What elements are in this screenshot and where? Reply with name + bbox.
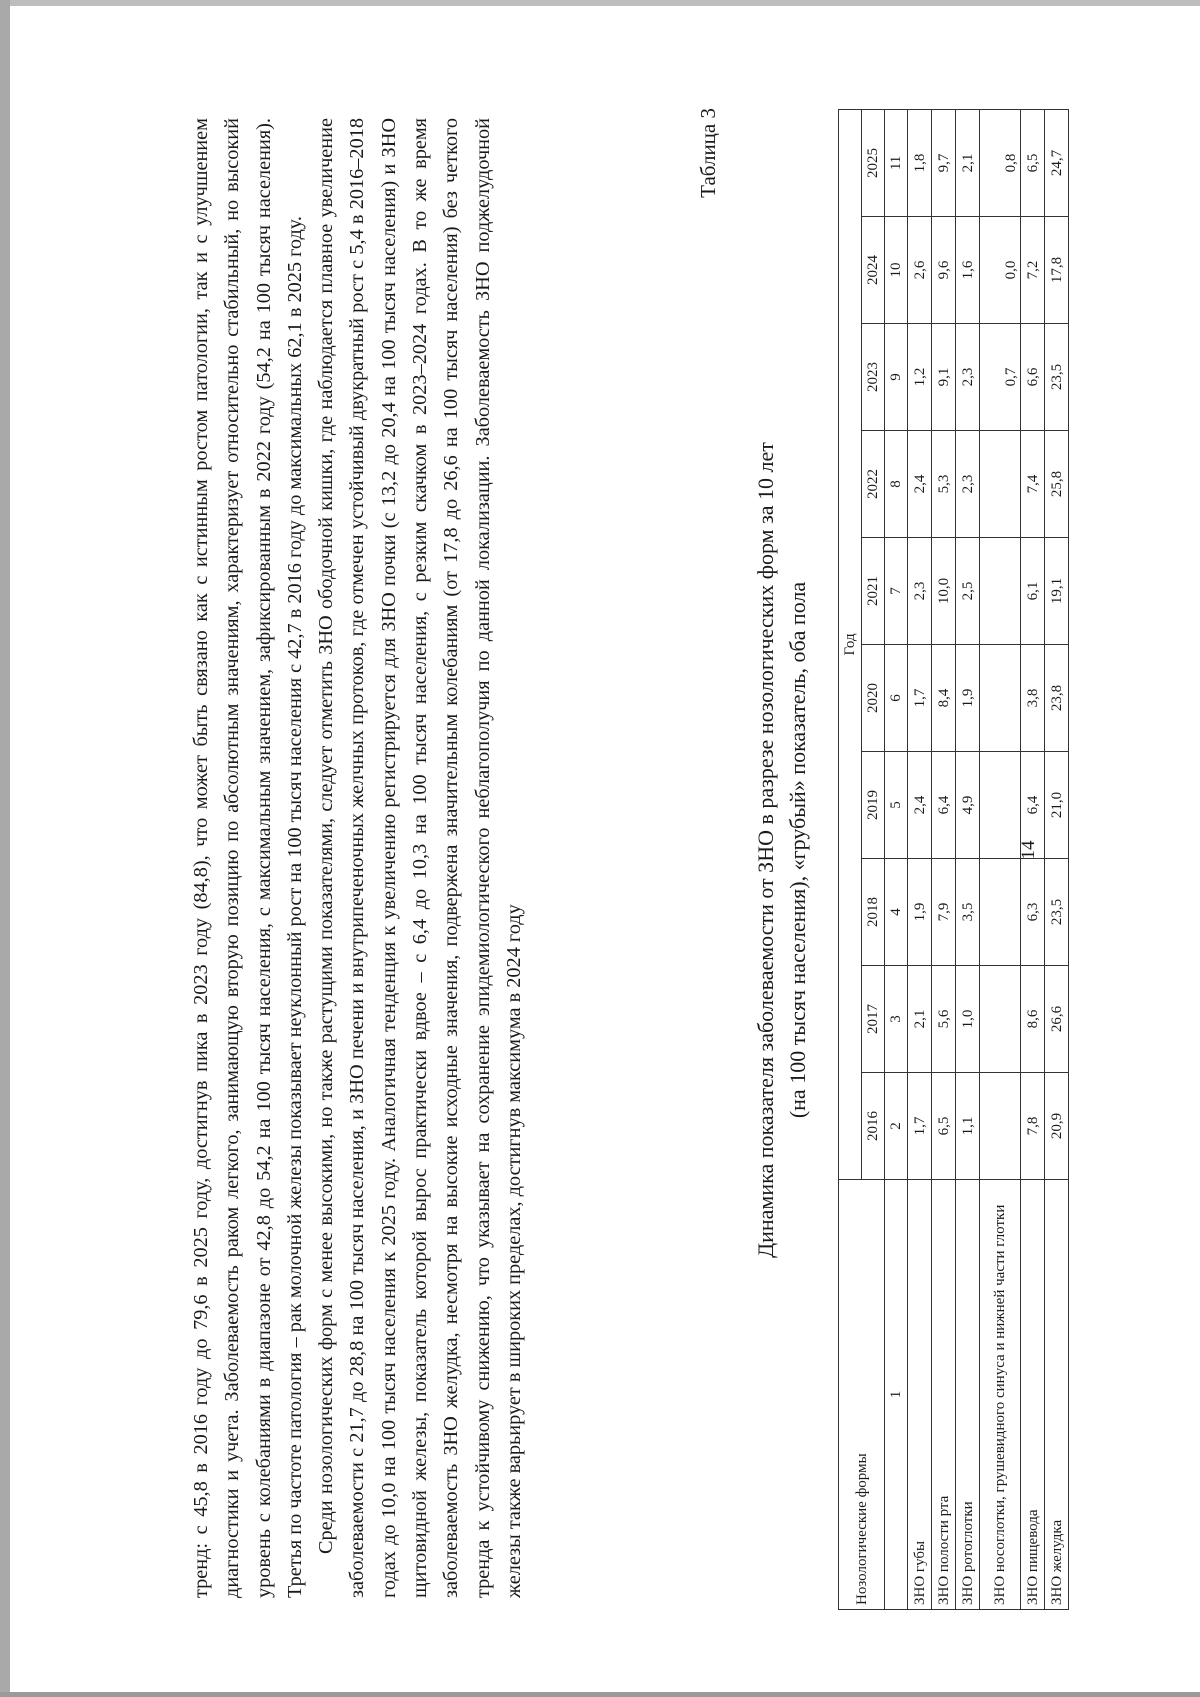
value-cell: 5,6	[932, 966, 956, 1073]
value-cell: 6,3	[1021, 859, 1045, 966]
value-cell: 23,5	[1045, 859, 1069, 966]
column-number-cell: 2	[885, 1073, 908, 1180]
year-header: 2024	[862, 217, 885, 324]
value-cell: 17,8	[1045, 217, 1069, 324]
table-title-line-2: (на 100 тысяч населения), «грубый» показатель, оба пола	[785, 581, 810, 1119]
value-cell: 4,9	[956, 752, 980, 859]
value-cell	[980, 859, 1021, 966]
incidence-table	[838, 109, 1069, 1610]
value-cell: 25,8	[1045, 431, 1069, 538]
value-cell: 8,6	[1021, 966, 1045, 1073]
value-cell: 0,8	[980, 109, 1021, 216]
value-cell: 6,1	[1021, 538, 1045, 645]
body-text	[186, 118, 530, 1598]
row-label: ЗНО желудка	[1045, 1180, 1069, 1610]
value-cell: 2,4	[908, 431, 932, 538]
year-header: 2018	[862, 859, 885, 966]
column-number-cell: 1	[885, 1180, 908, 1610]
value-cell: 2,5	[956, 538, 980, 645]
year-header: 2019	[862, 752, 885, 859]
table-row	[956, 109, 980, 1609]
value-cell: 5,3	[932, 431, 956, 538]
value-cell: 1,8	[908, 109, 932, 216]
row-label: ЗНО ротоглотки	[956, 1180, 980, 1610]
value-cell: 7,9	[932, 859, 956, 966]
rotated-page-content	[170, 90, 1150, 1610]
year-header: 2025	[862, 109, 885, 216]
value-cell: 6,5	[932, 1073, 956, 1180]
value-cell: 1,7	[908, 645, 932, 752]
scan-bottom-border	[0, 1692, 1200, 1697]
value-cell	[980, 752, 1021, 859]
column-header-year-group: Год	[839, 109, 862, 1179]
year-header: 2023	[862, 324, 885, 431]
scan-left-border	[0, 0, 10, 1697]
value-cell: 7,4	[1021, 431, 1045, 538]
value-cell: 20,9	[1045, 1073, 1069, 1180]
table-row	[980, 109, 1021, 1609]
row-label: ЗНО носоглотки, грушевидного синуса и нижней части глотки	[980, 1180, 1021, 1610]
row-label: ЗНО губы	[908, 1180, 932, 1610]
value-cell: 9,7	[932, 109, 956, 216]
column-number-cell: 8	[885, 431, 908, 538]
value-cell: 0,7	[980, 324, 1021, 431]
value-cell: 2,6	[908, 217, 932, 324]
year-header: 2021	[862, 538, 885, 645]
value-cell: 6,5	[1021, 109, 1045, 216]
value-cell: 21,0	[1045, 752, 1069, 859]
paragraph-1: тренд: с 45,8 в 2016 году до 79,6 в 2025 году, достигнув пика в 2023 году (84,8), что может быть связано как с истинным ростом патологии, так и с улучшением диагностики и учета. Заболеваемость раком легкого, занимающую вторую позицию по абсолютным значениям, характеризует относительно стабильный, но высокий уровень с колебаниями в диапазоне от 42,8 до 54,2 на 100 тысяч населения, с максимальным значением, зафиксированным в 2022 году (54,2 на 100 тысяч населения). Третья по частоте патология – рак молочной железы показывает неуклонный рост на 100 тысяч населения с 42,7 в 2016 году до максимальных 62,1 в 2025 году.	[190, 118, 306, 1598]
value-cell: 19,1	[1045, 538, 1069, 645]
column-number-cell: 3	[885, 966, 908, 1073]
value-cell: 1,1	[956, 1073, 980, 1180]
value-cell: 9,1	[932, 324, 956, 431]
value-cell: 23,8	[1045, 645, 1069, 752]
value-cell: 1,6	[956, 217, 980, 324]
value-cell: 2,3	[956, 324, 980, 431]
value-cell: 23,5	[1045, 324, 1069, 431]
table-title-line-1: Динамика показателя заболеваемости от ЗНО в разрезе нозологических форм за 10 лет	[753, 442, 778, 1258]
value-cell: 6,6	[1021, 324, 1045, 431]
table-title	[750, 90, 814, 1610]
value-cell: 7,2	[1021, 217, 1045, 324]
value-cell: 6,4	[1021, 752, 1045, 859]
value-cell: 0,0	[980, 217, 1021, 324]
column-number-cell: 5	[885, 752, 908, 859]
value-cell: 1,2	[908, 324, 932, 431]
value-cell: 3,8	[1021, 645, 1045, 752]
table-body	[885, 109, 1069, 1609]
value-cell	[980, 431, 1021, 538]
value-cell: 2,1	[956, 109, 980, 216]
table-row	[932, 109, 956, 1609]
value-cell: 24,7	[1045, 109, 1069, 216]
value-cell: 1,7	[908, 1073, 932, 1180]
page-number: 14	[1018, 840, 1039, 860]
column-number-cell: 11	[885, 109, 908, 216]
row-label: ЗНО пищевода	[1021, 1180, 1045, 1610]
table-container	[838, 110, 1069, 1610]
column-number-cell: 6	[885, 645, 908, 752]
year-header: 2017	[862, 966, 885, 1073]
value-cell: 2,1	[908, 966, 932, 1073]
column-number-row	[885, 109, 908, 1609]
value-cell: 2,3	[956, 431, 980, 538]
table-label: Таблица 3	[696, 108, 720, 198]
column-number-cell: 9	[885, 324, 908, 431]
value-cell	[980, 966, 1021, 1073]
year-header: 2016	[862, 1073, 885, 1180]
value-cell: 1,9	[908, 859, 932, 966]
column-number-cell: 10	[885, 217, 908, 324]
value-cell: 26,6	[1045, 966, 1069, 1073]
value-cell: 7,8	[1021, 1073, 1045, 1180]
value-cell	[980, 538, 1021, 645]
value-cell: 1,9	[956, 645, 980, 752]
value-cell	[980, 1073, 1021, 1180]
year-header: 2022	[862, 431, 885, 538]
table-row	[908, 109, 932, 1609]
column-number-cell: 7	[885, 538, 908, 645]
value-cell: 10,0	[932, 538, 956, 645]
paragraph-2: Среди нозологических форм с менее высокими, но также растущими показателями, следует отметить ЗНО ободочной кишки, где наблюдается плавное увеличение заболеваемости с 21,7 до 28,8 на 100 тысяч населения, и ЗНО печени и внутрипеченочных желчных протоков, где отмечен устойчивый двукратный рост с 5,4 в 2016–2018 годах до 10,0 на 100 тысяч населения к 2025 году. Аналогичная тенденция к увеличению регистрируется для ЗНО почки (с 13,2 до 20,4 на 100 тысяч населения) и ЗНО щитовидной железы, показатель которой вырос практически вдвое – с 6,4 до 10,3 на 100 тысяч населения, с резким скачком в 2023–2024 годах. В то же время заболеваемость ЗНО желудка, несмотря на высокие исходные значения, подвержена значительным колебаниям (от 17,8 до 26,6 на 100 тысяч населения) без четкого тренда к устойчивому снижению, что указывает на сохранение эпидемиологического неблагополучия по данной локализации. Заболеваемость ЗНО поджелудочной железы также варьирует в широких пределах, достигнув максимума в 2024 году	[315, 118, 525, 1598]
value-cell: 8,4	[932, 645, 956, 752]
value-cell: 6,4	[932, 752, 956, 859]
value-cell	[980, 645, 1021, 752]
column-number-cell: 4	[885, 859, 908, 966]
year-header: 2020	[862, 645, 885, 752]
value-cell: 1,0	[956, 966, 980, 1073]
table-row	[1045, 109, 1069, 1609]
value-cell: 3,5	[956, 859, 980, 966]
value-cell: 2,3	[908, 538, 932, 645]
table-row	[1021, 109, 1045, 1609]
row-label: ЗНО полости рта	[932, 1180, 956, 1610]
value-cell: 9,6	[932, 217, 956, 324]
column-header-nosology: Нозологические формы	[839, 1180, 885, 1610]
value-cell: 2,4	[908, 752, 932, 859]
